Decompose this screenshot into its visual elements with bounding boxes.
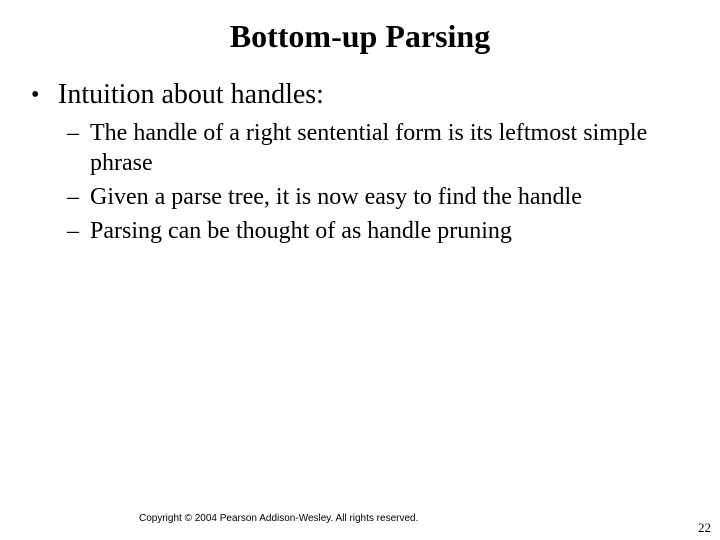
main-bullet-text: Intuition about handles: xyxy=(58,79,324,110)
page-number: 22 xyxy=(698,520,711,535)
sub-bullet-text: The handle of a right sentential form is its leftmost simple phrase xyxy=(90,120,648,176)
dash-marker: – xyxy=(67,218,79,244)
main-bullet xyxy=(31,78,681,112)
copyright-notice: Copyright © 2004 Pearson Addison-Wesley. All rights reserved. xyxy=(139,513,419,524)
sub-bullet-list xyxy=(67,118,667,250)
bullet-marker: • xyxy=(31,82,40,108)
sub-bullet-text: Given a parse tree, it is now easy to find the handle xyxy=(90,184,582,210)
sub-bullet-item xyxy=(67,182,667,212)
sub-bullet-text: Parsing can be thought of as handle pruning xyxy=(90,218,512,244)
dash-marker: – xyxy=(67,120,79,146)
slide-title: Bottom-up Parsing xyxy=(229,18,491,54)
dash-marker: – xyxy=(67,184,79,210)
sub-bullet-item xyxy=(67,118,667,178)
sub-bullet-item xyxy=(67,216,667,246)
